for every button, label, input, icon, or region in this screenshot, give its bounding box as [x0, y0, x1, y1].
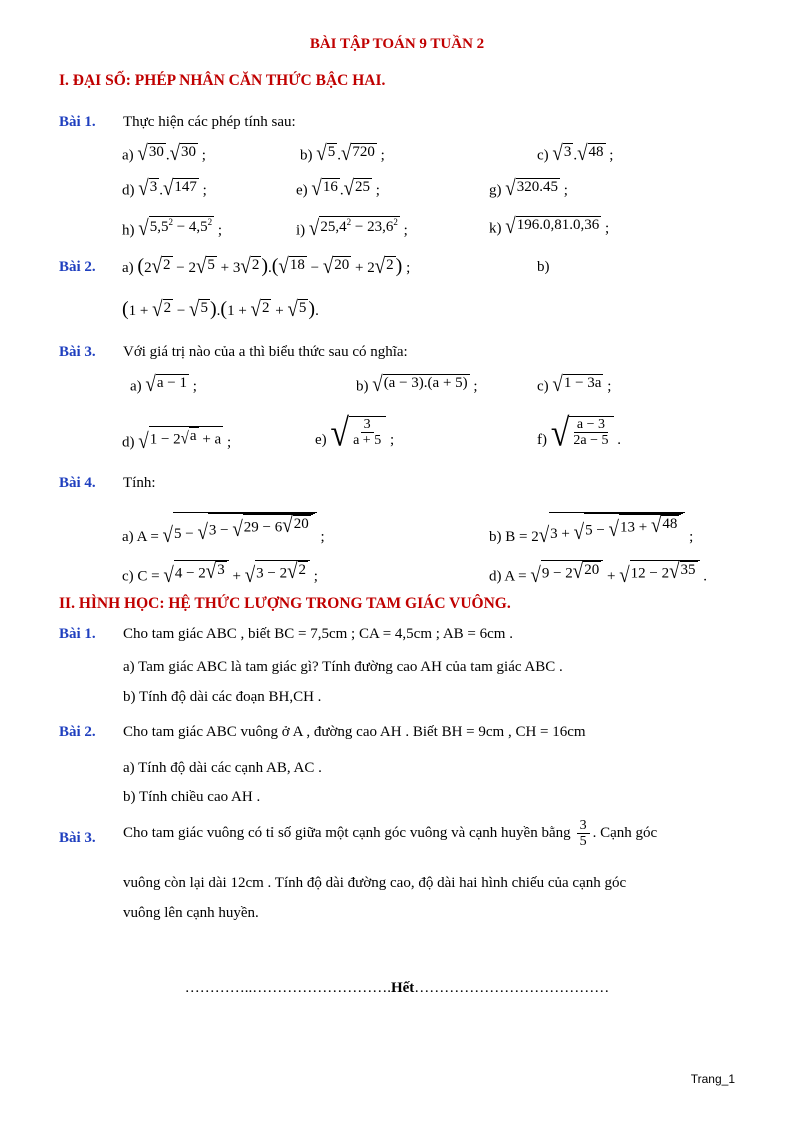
geo-exercise-3-label: Bài 3.	[59, 830, 96, 846]
ex3-f: f) √ $\frac{a - 3}{2a - 5}$ .	[537, 411, 622, 455]
ex2-a: a) (2 √ 2 − 2 √ 5 + 3 √ 2 ).( √ 18 − √ 20 + 2 √ 2 ) ;	[122, 254, 411, 279]
end-marker: …………..……………………….Hết…………………………………	[184, 980, 610, 996]
geo-exercise-2-a: a) Tính độ dài các cạnh AB, AC .	[123, 760, 322, 776]
ex1-a: a) √ 30 . √ 30 ;	[122, 141, 206, 166]
ex1-c: c) √ 3 . √ 48 ;	[537, 141, 614, 166]
ratio-fraction: $\frac{3}{5}$	[577, 818, 590, 850]
geo-exercise-1-a: a) Tam giác ABC là tam giác gì? Tính đường cao AH của tam giác ABC .	[123, 659, 563, 675]
exercise-3-label: Bài 3.	[59, 344, 96, 360]
geo-exercise-2-b: b) Tính chiều cao AH .	[123, 789, 261, 805]
page-number: Trang_1	[690, 1072, 735, 1086]
ex1-g: g) √ 320.45 ;	[489, 176, 568, 201]
ex3-c: c) √ 1 − 3a ;	[537, 372, 612, 397]
geo-exercise-3-line2: vuông còn lại dài 12cm . Tính độ dài đường cao, độ dài hai hình chiếu của cạnh góc	[123, 875, 627, 891]
geo-exercise-1-text: Cho tam giác ABC , biết BC = 7,5cm ; CA = 4,5cm ; AB = 6cm .	[123, 626, 513, 642]
geo-exercise-3-line1	[123, 818, 657, 850]
geo-exercise-3-text1b: . Cạnh góc	[592, 825, 658, 842]
ex4-b: b) B = 2 √ 3 + √ 5 − √ 13 + √ 48 ;	[489, 513, 694, 548]
page-title: BÀI TẬP TOÁN 9 TUẦN 2	[309, 36, 485, 52]
ex4-c: c) C = √ 4 − 2 √ 3 + √ 3 − 2 √ 2 ;	[122, 559, 318, 588]
ex1-k: k) √ 196.0,81.0,36 ;	[489, 214, 610, 239]
ex1-h: h) √ $5,5^2 - 4,5^2$ ;	[122, 216, 223, 241]
exercise-4-text: Tính:	[123, 475, 156, 491]
section-geometry-heading: II. HÌNH HỌC: HỆ THỨC LƯỢNG TRONG TAM GIÁC VUÔNG.	[59, 595, 511, 612]
ex3-b: b) √ (a − 3).(a + 5) ;	[356, 372, 478, 397]
ex3-e: e) √ $\frac{3}{a + 5}$ ;	[315, 411, 395, 455]
exercise-2-label: Bài 2.	[59, 259, 96, 275]
ex1-i: i) √ $25,4^2 - 23,6^2$ ;	[296, 216, 408, 241]
ex3-d: d) √ 1 − 2 √ a + a ;	[122, 428, 232, 454]
exercise-1-label: Bài 1.	[59, 114, 96, 130]
exercise-3-text: Với giá trị nào của a thì biểu thức sau có nghĩa:	[123, 344, 408, 360]
exercise-1-text: Thực hiện các phép tính sau:	[123, 114, 296, 130]
ex4-d: d) A = √ 9 − 2 √ 20 + √ 12 − 2 √ 35 .	[489, 559, 708, 588]
geo-exercise-1-label: Bài 1.	[59, 626, 96, 642]
section-algebra-heading: I. ĐẠI SỐ: PHÉP NHÂN CĂN THỨC BẬC HAI.	[59, 72, 386, 89]
ex1-d: d) √ 3 . √ 147 ;	[122, 176, 207, 201]
geo-exercise-2-text: Cho tam giác ABC vuông ở A , đường cao AH . Biết BH = 9cm , CH = 16cm	[123, 724, 586, 740]
ex3-a: a) √ a − 1 ;	[130, 372, 197, 397]
geo-exercise-3-line3: vuông lên cạnh huyền.	[123, 905, 259, 921]
ex1-e: e) √ 16 . √ 25 ;	[296, 176, 380, 201]
exercise-4-label: Bài 4.	[59, 475, 96, 491]
ex2-b: (1 + √ 2 − √ 5 ).(1 + √ 2 + √ 5 ).	[122, 297, 319, 322]
geo-exercise-3-text1: Cho tam giác vuông có tỉ số giữa một cạnh góc vuông và cạnh huyền bằng	[123, 825, 571, 842]
ex2-b-label: b)	[537, 259, 550, 275]
ex1-b: b) √ 5 . √ 720 ;	[300, 141, 385, 166]
geo-exercise-1-b: b) Tính độ dài các đoạn BH,CH .	[123, 689, 322, 705]
ex4-a: a) A = √ 5 − √ 3 − √ 29 − 6 √ 20 ;	[122, 513, 325, 548]
geo-exercise-2-label: Bài 2.	[59, 724, 96, 740]
